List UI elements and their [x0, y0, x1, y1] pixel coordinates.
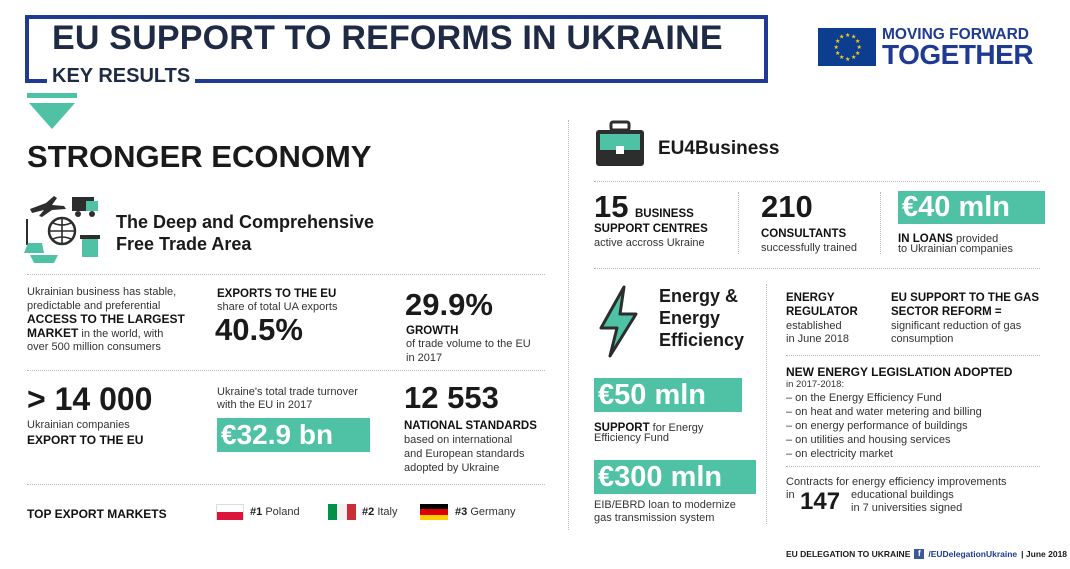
- gas-bold-2: SECTOR REFORM =: [891, 306, 1002, 318]
- consultants-sub: successfully trained: [761, 242, 857, 254]
- footer-handle[interactable]: /EUDelegationUkraine: [928, 549, 1018, 559]
- market-item: #3 Germany: [455, 506, 516, 518]
- standards-sub-2: and European standards: [404, 448, 525, 460]
- title-bracket-right: [764, 15, 768, 83]
- companies-sub: Ukrainian companies: [27, 419, 130, 431]
- title-bracket-left-tail: [25, 15, 29, 83]
- column-divider: [738, 192, 739, 254]
- page-subtitle: KEY RESULTS: [52, 65, 191, 87]
- legislation-item: – on energy performance of buildings: [786, 420, 968, 432]
- legislation-item: – on heat and water metering and billing: [786, 406, 982, 418]
- divider: [27, 484, 545, 485]
- trade-icon: [24, 193, 102, 272]
- svg-text:★: ★: [855, 50, 861, 57]
- italy-flag-icon: [328, 504, 356, 520]
- eu4business-title: EU4Business: [658, 138, 780, 159]
- companies-value: > 14 000: [27, 381, 153, 417]
- title-bracket-bottom: [195, 79, 768, 83]
- turnover-value: €32.9 bn: [217, 418, 370, 452]
- gas-bold-1: EU SUPPORT TO THE GAS: [891, 292, 1040, 304]
- contracts-value: 147: [800, 488, 841, 515]
- eu-flag-icon: [818, 28, 876, 66]
- standards-value: 12 553: [404, 380, 499, 415]
- regulator-bold-2: REGULATOR: [786, 306, 858, 318]
- regulator-sub-1: established: [786, 320, 842, 332]
- divider: [594, 268, 1040, 269]
- exports-sub: share of total UA exports: [217, 301, 338, 313]
- centres-bold-1: BUSINESS: [635, 208, 694, 220]
- column-divider: [766, 284, 767, 524]
- growth-title: GROWTH: [406, 325, 459, 337]
- svg-text:★: ★: [835, 50, 841, 57]
- svg-text:★: ★: [835, 38, 841, 45]
- gas-sub-2: consumption: [891, 333, 954, 345]
- facebook-icon: f: [914, 549, 924, 559]
- poland-flag-icon: [216, 504, 244, 520]
- divider: [786, 355, 1040, 356]
- footer-date: | June 2018: [1021, 549, 1068, 559]
- briefcase-icon: [594, 120, 646, 175]
- legislation-item: – on electricity market: [786, 448, 893, 460]
- centres-value: 15: [594, 189, 629, 224]
- section-title: STRONGER ECONOMY: [27, 139, 372, 174]
- divider: [594, 181, 1040, 182]
- dcfta-title-1: The Deep and Comprehensive: [116, 212, 375, 232]
- companies-bold: EXPORT TO THE EU: [27, 433, 144, 447]
- top-markets-label: TOP EXPORT MARKETS: [27, 507, 167, 521]
- consultants-value: 210: [761, 189, 813, 224]
- centres-bold-2: SUPPORT CENTRES: [594, 223, 708, 235]
- loans-value: €40 mln: [898, 191, 1045, 224]
- svg-text:★: ★: [839, 54, 845, 61]
- svg-text:★: ★: [839, 33, 845, 41]
- energy-title-3: Efficiency: [659, 330, 745, 350]
- market-item: #1 Poland: [250, 506, 300, 518]
- loans-text-1: IN LOANS provided: [898, 233, 999, 245]
- turnover-line-1: Ukraine's total trade turnover: [217, 386, 358, 398]
- page-title: EU SUPPORT TO REFORMS IN UKRAINE: [52, 19, 723, 57]
- title-bracket-bottom-left: [25, 79, 47, 83]
- gas-sub-1: significant reduction of gas: [891, 320, 1022, 332]
- contracts-in: in: [786, 489, 795, 501]
- contracts-line-3: in 7 universities signed: [851, 502, 963, 514]
- support-text: SUPPORT for Energy: [594, 422, 704, 434]
- market-item: #2 Italy: [362, 506, 398, 518]
- svg-text:★: ★: [845, 32, 851, 39]
- svg-text:★: ★: [856, 44, 862, 51]
- footer: [786, 548, 1067, 560]
- lightning-icon: [596, 284, 642, 365]
- legislation-item: – on the Energy Efficiency Fund: [786, 392, 942, 404]
- standards-sub-1: based on international: [404, 434, 513, 446]
- contracts-line-1: Contracts for energy efficiency improvements: [786, 476, 1007, 488]
- energy-title-1: Energy &: [659, 286, 739, 306]
- standards-sub-3: adopted by Ukraine: [404, 462, 500, 474]
- divider: [27, 370, 545, 371]
- svg-text:★: ★: [845, 56, 851, 63]
- loan-sub-1: EIB/EBRD loan to modernize: [594, 499, 736, 511]
- dcfta-description: Ukrainian business has stable, predictable and preferential ACCESS TO THE LARGEST MARKET in the world, with over 500 million consumers: [27, 286, 185, 353]
- growth-value: 29.9%: [405, 287, 493, 322]
- svg-text:★: ★: [851, 33, 857, 41]
- brand-line2: TOGETHER: [882, 39, 1034, 70]
- dcfta-title-2: Free Trade Area: [116, 234, 252, 254]
- loans-sub-2: to Ukrainian companies: [898, 243, 1013, 255]
- column-divider: [880, 192, 881, 254]
- growth-sub-1: of trade volume to the EU: [406, 338, 531, 350]
- growth-sub-2: in 2017: [406, 352, 443, 364]
- standards-title: NATIONAL STANDARDS: [404, 420, 537, 432]
- consultants-bold: CONSULTANTS: [761, 228, 847, 240]
- divider: [786, 466, 1040, 467]
- svg-text:★: ★: [851, 54, 857, 61]
- loan-sub-2: gas transmission system: [594, 512, 715, 524]
- germany-flag-icon: [420, 504, 448, 520]
- divider: [27, 274, 545, 275]
- legislation-title: NEW ENERGY LEGISLATION ADOPTED: [786, 365, 1013, 379]
- footer-org: EU DELEGATION TO UKRAINE: [786, 549, 911, 559]
- svg-text:★: ★: [855, 38, 861, 45]
- turnover-line-2: with the EU in 2017: [217, 399, 313, 411]
- column-divider: [568, 120, 569, 530]
- exports-title: EXPORTS TO THE EU: [217, 288, 337, 300]
- brand-line1: MOVING FORWARD: [882, 26, 1029, 43]
- contracts-line-2: educational buildings: [851, 489, 954, 501]
- svg-text:★: ★: [833, 44, 839, 51]
- arrow-down-icon: [27, 93, 77, 136]
- exports-value: 40.5%: [215, 312, 303, 347]
- legislation-years: in 2017-2018:: [786, 379, 845, 390]
- support-value: €50 mln: [594, 378, 742, 412]
- centres-sub: active accross Ukraine: [594, 237, 705, 249]
- energy-title-2: Energy: [659, 308, 721, 328]
- support-sub-2: Efficiency Fund: [594, 432, 670, 444]
- legislation-item: – on utilities and housing services: [786, 434, 951, 446]
- loan-value: €300 mln: [594, 460, 756, 494]
- regulator-sub-2: in June 2018: [786, 333, 849, 345]
- regulator-bold-1: ENERGY: [786, 292, 835, 304]
